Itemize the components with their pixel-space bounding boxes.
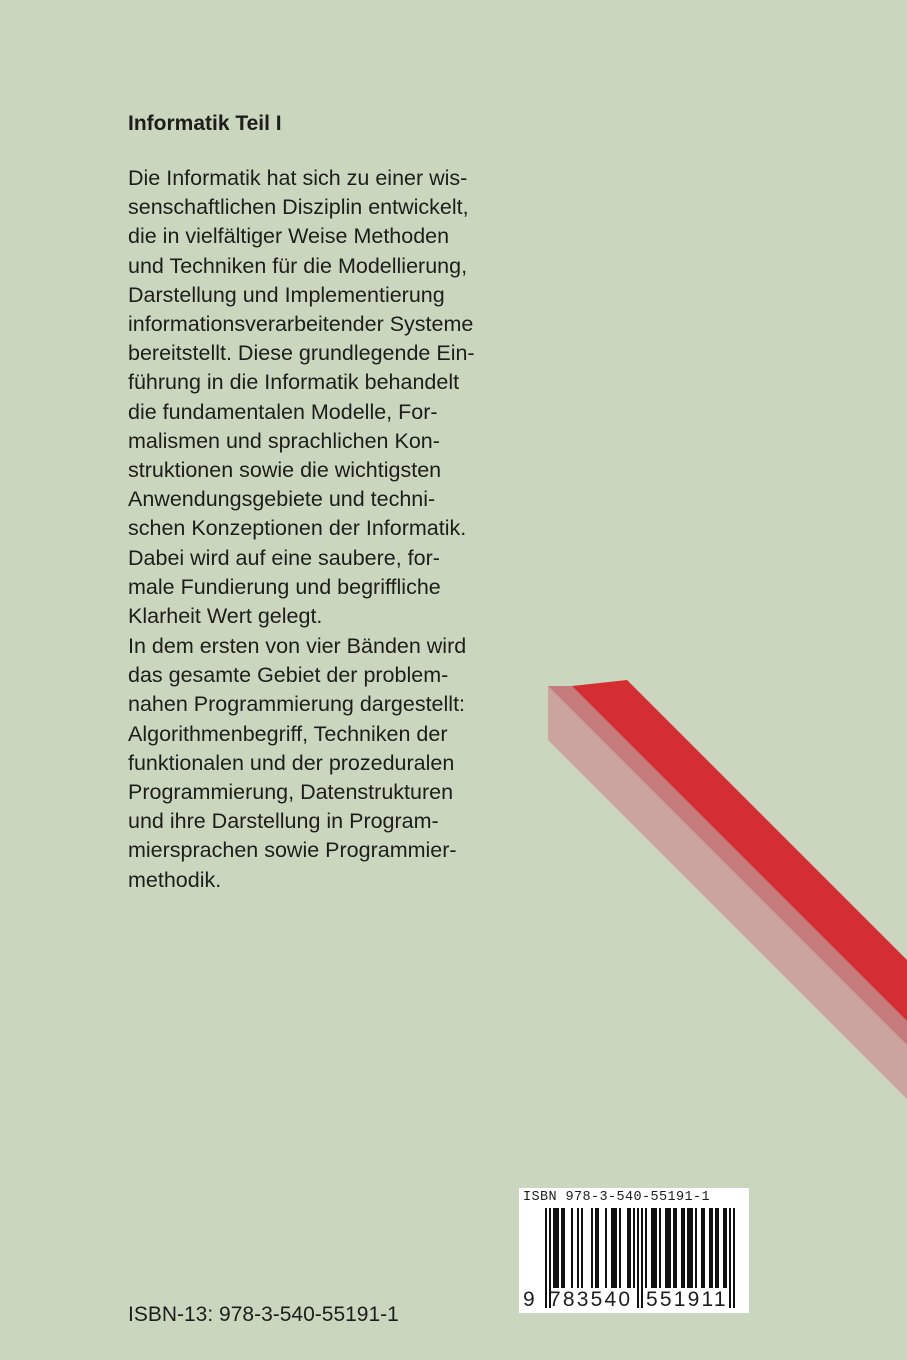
barcode-bar [613,1208,615,1288]
barcode-bar [651,1208,653,1288]
text-line: führung in die Informatik behandelt [128,370,460,395]
barcode-bar [695,1208,697,1288]
isbn-13-text: ISBN-13: 978-3-540-55191-1 [128,1303,399,1326]
barcode-bar [557,1208,559,1288]
text-line: Klarheit Wert gelegt. [128,604,323,629]
barcode-bar [611,1208,613,1288]
barcode-bar [615,1208,617,1288]
text-line: nahen Programmierung dargestellt: [128,692,466,717]
barcode-bar [723,1208,725,1288]
barcode-bar [729,1208,731,1308]
text-line: Darstellung und Implementierung [128,282,445,307]
text-line: und Techniken für die Modellierung, [128,253,468,278]
text-line: struktionen sowie die wichtigsten [128,458,442,483]
text-line: die in vielfältiger Weise Methoden [128,224,450,249]
barcode-bar [563,1208,565,1288]
barcode-digits-right: 551911 [646,1288,728,1311]
barcode-bar [653,1208,655,1288]
text-line: informationsverarbeitender Systeme [128,312,474,337]
text-line: Programmierung, Datenstrukturen [128,780,454,805]
barcode-bar [691,1208,693,1288]
text-line: Dabei wird auf eine saubere, for- [128,545,440,570]
barcode-bar [555,1208,557,1288]
barcode-bar [591,1208,593,1288]
barcode-bar [645,1208,647,1288]
stripe-red [572,680,907,1021]
barcode-bar [711,1208,713,1288]
stripe-mid [548,686,907,1045]
barcode-bar [703,1208,705,1288]
text-line: In dem ersten von vier Bänden wird [128,634,467,658]
barcode-bar [659,1208,661,1288]
barcode-bar [577,1208,579,1288]
text-line: schen Konzeptionen der Informatik. [128,516,467,541]
description-paragraph-1 [128,164,475,631]
barcode-bar [641,1208,643,1308]
book-title: Informatik Teil I [128,112,282,135]
barcode-bar [717,1208,719,1288]
barcode-bar [597,1208,599,1288]
text-line: das gesamte Gebiet der problem- [128,663,449,688]
barcode-bar [675,1208,677,1288]
barcode-bar [683,1208,685,1288]
barcode-bar [545,1208,547,1308]
text-line: malismen und sprachlichen Kon- [128,428,440,453]
text-line: Algorithmenbegriff, Techniken der [128,721,448,746]
isbn-barcode [519,1188,749,1313]
text-line: male Fundierung und begriffliche [128,574,441,599]
barcode-bar [665,1208,667,1288]
barcode-bar [627,1208,629,1288]
barcode-bar [667,1208,669,1288]
barcode-bar [553,1208,555,1288]
text-line: und ihre Darstellung in Program- [128,809,439,834]
text-line: miersprachen sowie Programmier- [128,838,457,863]
barcode-bar [689,1208,691,1288]
text-line: die fundamentalen Modelle, For- [128,399,438,424]
barcode-bar [633,1208,635,1288]
barcode-bar [725,1208,727,1288]
barcode-bar [715,1208,717,1288]
text-line: Die Informatik hat sich zu einer wis- [128,166,468,190]
barcode-bar [733,1208,735,1308]
barcode-bar [595,1208,597,1288]
stripe-light [548,686,907,1099]
barcode-bar [687,1208,689,1288]
barcode-bar [673,1208,675,1288]
barcode-bar [605,1208,607,1288]
barcode-bar [701,1208,703,1288]
barcode-bar [655,1208,657,1288]
barcode-bar [669,1208,671,1288]
text-line: senschaftlichen Disziplin entwickelt, [128,195,469,220]
barcode-bar [637,1208,639,1308]
barcode-bar [709,1208,711,1288]
barcode-digits-left: 783540 [549,1288,633,1311]
text-line: Anwendungsgebiete und techni- [128,487,436,512]
barcode-bar [681,1208,683,1288]
barcode-bar [561,1208,563,1288]
barcode-bar [619,1208,621,1288]
text-line: bereitstellt. Diese grundlegende Ein- [128,341,475,366]
barcode-bar [629,1208,631,1288]
barcode-isbn-label: ISBN 978-3-540-55191-1 [523,1190,711,1205]
text-line: methodik. [128,867,222,892]
barcode-digit-lead: 9 [523,1288,535,1311]
description-paragraph-2 [128,632,466,895]
text-line: funktionalen und der prozeduralen [128,750,455,775]
barcode-bar [581,1208,583,1288]
barcode-bar [571,1208,573,1288]
